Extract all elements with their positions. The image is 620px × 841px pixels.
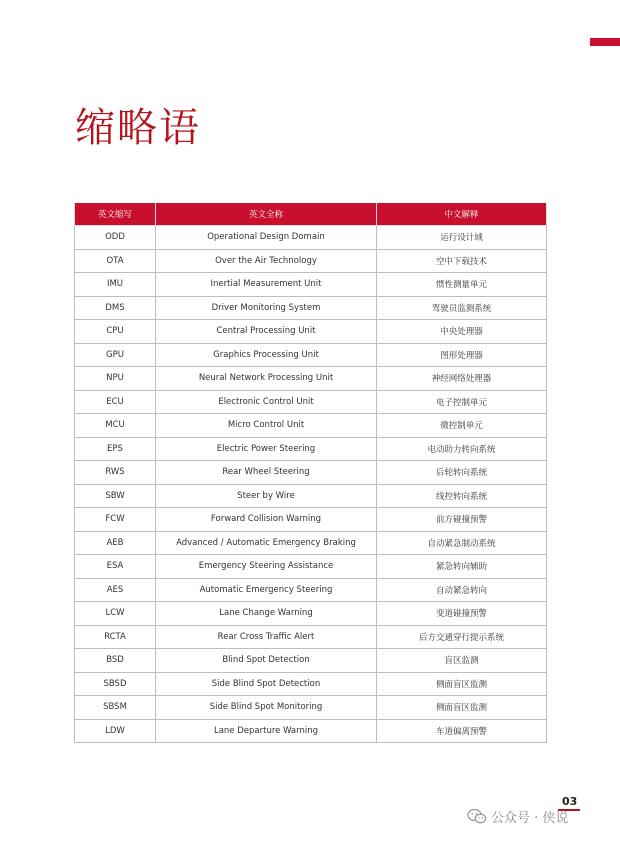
chinese-cell: 驾驶员监测系统 [377,296,547,320]
abbreviation-cell: AEB [75,531,156,555]
watermark [467,806,568,826]
abbreviation-cell: IMU [75,273,156,297]
column-header-full-name: 英文全称 [156,203,377,226]
full-name-cell: Forward Collision Warning [156,508,377,532]
full-name-cell: Driver Monitoring System [156,296,377,320]
full-name-cell: Rear Wheel Steering [156,461,377,485]
chinese-cell: 变道碰撞预警 [377,602,547,626]
chinese-cell: 图形处理器 [377,343,547,367]
table-row [75,296,547,320]
column-header-chinese: 中文解释 [377,203,547,226]
chinese-cell: 运行设计域 [377,226,547,250]
chinese-cell: 神经网络处理器 [377,367,547,391]
abbreviation-cell: NPU [75,367,156,391]
table-row [75,625,547,649]
full-name-cell: Emergency Steering Assistance [156,555,377,579]
abbreviation-cell: MCU [75,414,156,438]
chinese-cell: 自动紧急制动系统 [377,531,547,555]
abbreviation-cell: RWS [75,461,156,485]
chinese-cell: 后轮转向系统 [377,461,547,485]
table-row [75,672,547,696]
table-row [75,484,547,508]
chinese-cell: 微控制单元 [377,414,547,438]
table-header-row [75,203,547,226]
abbreviation-cell: SBSD [75,672,156,696]
abbreviation-cell: BSD [75,649,156,673]
corner-accent-bar [590,38,620,46]
table-row [75,578,547,602]
abbreviation-cell: ESA [75,555,156,579]
abbreviation-cell: FCW [75,508,156,532]
abbreviation-cell: CPU [75,320,156,344]
abbreviation-cell: DMS [75,296,156,320]
chinese-cell: 前方碰撞预警 [377,508,547,532]
full-name-cell: Side Blind Spot Detection [156,672,377,696]
column-header-abbreviation: 英文缩写 [75,203,156,226]
chinese-cell: 线控转向系统 [377,484,547,508]
abbreviation-cell: GPU [75,343,156,367]
abbreviation-cell: ODD [75,226,156,250]
chinese-cell: 电子控制单元 [377,390,547,414]
abbreviation-cell: AES [75,578,156,602]
full-name-cell: Rear Cross Traffic Alert [156,625,377,649]
table-row [75,649,547,673]
full-name-cell: Blind Spot Detection [156,649,377,673]
full-name-cell: Micro Control Unit [156,414,377,438]
page-title: 缩略语 [75,105,201,151]
full-name-cell: Lane Change Warning [156,602,377,626]
chinese-cell: 紧急转向辅助 [377,555,547,579]
chinese-cell: 后方交通穿行提示系统 [377,625,547,649]
table-row [75,602,547,626]
full-name-cell: Advanced / Automatic Emergency Braking [156,531,377,555]
chinese-cell: 侧面盲区监测 [377,696,547,720]
abbreviation-cell: RCTA [75,625,156,649]
wechat-icon [467,808,487,825]
table-row [75,226,547,250]
full-name-cell: Neural Network Processing Unit [156,367,377,391]
full-name-cell: Inertial Measurement Unit [156,273,377,297]
full-name-cell: Central Processing Unit [156,320,377,344]
table-row [75,320,547,344]
chinese-cell: 电动助力转向系统 [377,437,547,461]
abbreviation-cell: SBSM [75,696,156,720]
abbreviation-cell: OTA [75,249,156,273]
abbreviation-cell: ECU [75,390,156,414]
full-name-cell: Operational Design Domain [156,226,377,250]
chinese-cell: 盲区监测 [377,649,547,673]
chinese-cell: 车道偏离预警 [377,719,547,743]
table-row [75,367,547,391]
table-row [75,719,547,743]
page-number: 03 [562,795,578,808]
chinese-cell: 中央处理器 [377,320,547,344]
abbreviation-cell: EPS [75,437,156,461]
full-name-cell: Lane Departure Warning [156,719,377,743]
table-row [75,508,547,532]
full-name-cell: Side Blind Spot Monitoring [156,696,377,720]
chinese-cell: 空中下载技术 [377,249,547,273]
table-row [75,343,547,367]
chinese-cell: 自动紧急转向 [377,578,547,602]
table-row [75,531,547,555]
table-row [75,555,547,579]
chinese-cell: 惯性测量单元 [377,273,547,297]
table-body [75,226,547,743]
table-row [75,249,547,273]
table-row [75,273,547,297]
full-name-cell: Steer by Wire [156,484,377,508]
full-name-cell: Graphics Processing Unit [156,343,377,367]
full-name-cell: Automatic Emergency Steering [156,578,377,602]
abbreviation-cell: LDW [75,719,156,743]
full-name-cell: Electric Power Steering [156,437,377,461]
full-name-cell: Electronic Control Unit [156,390,377,414]
table-row [75,696,547,720]
table-row [75,461,547,485]
abbreviation-cell: LCW [75,602,156,626]
watermark-text: 公众号 · 侠说 [491,810,569,826]
table-row [75,437,547,461]
abbreviation-cell: SBW [75,484,156,508]
table-row [75,414,547,438]
chinese-cell: 侧面盲区监测 [377,672,547,696]
table-row [75,390,547,414]
abbreviation-table [74,203,547,743]
full-name-cell: Over the Air Technology [156,249,377,273]
